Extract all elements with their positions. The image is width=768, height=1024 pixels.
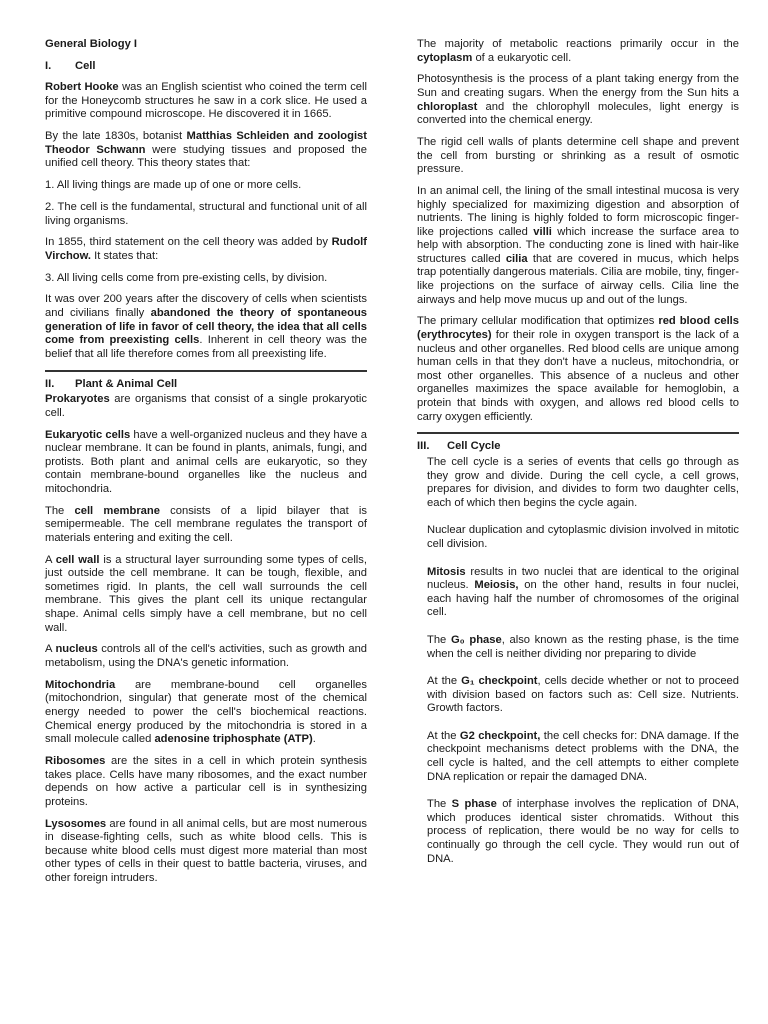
section-heading	[417, 440, 739, 454]
bold-text: General Biology I	[45, 38, 138, 50]
bold-text: Mitosis	[427, 565, 466, 578]
paragraph	[45, 505, 367, 546]
text: The primary cellular modification that optimizes	[417, 315, 659, 328]
text: are found in all animal cells, but are most numerous in disease-fighting cells, such as white blood cells. This is because white blood cells must digest more material than most other types of cells in their quest to battle bacteria, viruses, and other foreign intruders.	[45, 817, 367, 884]
paragraph	[45, 393, 367, 420]
bold-text: G₀ phase	[450, 633, 502, 646]
text: for their role in oxygen transport is the lack of a nucleus and other organelles. Red blood cells are unique among human cells in that they don't have a nucleus, mitochondria, or most other organelles. This absence of a nucleus and other organelles maximizes the space available for hemoglobin, a protein that binds with oxygen, and allows red blood cells to carry oxygen efficiently.	[417, 329, 739, 423]
text: controls all of the cell's activities, such as growth and metabolism, using the DNA's genetic information.	[45, 643, 368, 670]
section-divider	[417, 432, 739, 434]
bold-text: adenosine triphosphate (ATP)	[154, 733, 313, 746]
bold-text: cytoplasm	[417, 51, 473, 64]
text: the cell checks for: DNA damage. If the checkpoint mechanisms detect problems with the DNA, the cell cycle is halted, and the cell attempts to either complete DNA replication or repair the damaged DNA.	[427, 729, 740, 783]
paragraph	[417, 634, 739, 661]
text: The	[45, 504, 75, 517]
text: of interphase involves the replication of DNA, which produces identical sister chromatids. Without this process of replication, there would be no way for cells to continually go through the cell cycle. They would run out of DNA.	[427, 798, 740, 865]
text: 1. All living things are made up of one or more cells.	[45, 179, 302, 192]
paragraph	[45, 81, 367, 122]
paragraph	[45, 236, 367, 263]
paragraph	[45, 679, 367, 747]
text: 2. The cell is the fundamental, structural and functional unit of all living organisms.	[45, 200, 367, 227]
bold-text: Lysosomes	[45, 817, 107, 830]
paragraph	[45, 201, 367, 228]
text: A	[45, 553, 56, 566]
text: , also known as the resting phase, is the time when the cell is neither dividing nor preparing to divide	[427, 633, 740, 660]
bold-text: nucleus	[55, 643, 98, 656]
text: At the	[427, 675, 462, 688]
bold-text: Mitochondria	[45, 678, 116, 691]
paragraph	[417, 456, 739, 510]
paragraph	[417, 566, 739, 620]
text: Nuclear duplication and cytoplasmic division involved in mitotic cell division.	[427, 524, 739, 550]
bold-text: Matthias Schleiden and zoologist Theodor Schwann	[45, 130, 367, 156]
text: on the other hand, results in four nuclei, each having half the number of chromosomes of the original cell.	[427, 579, 739, 619]
bold-text: G₁ checkpoint	[461, 675, 538, 688]
bold-text: cell wall	[55, 553, 100, 566]
text: By the late 1830s, botanist	[45, 130, 187, 143]
paragraph	[417, 315, 739, 424]
document-title	[45, 38, 367, 52]
bold-text: G2 checkpoint,	[459, 729, 541, 742]
paragraph	[417, 136, 739, 177]
bold-text: Ribosomes	[45, 754, 106, 767]
paragraph	[417, 38, 739, 65]
text: The	[427, 633, 451, 646]
bold-text: Meiosis,	[474, 579, 519, 592]
bold-text: red blood cells (erythrocytes)	[417, 315, 740, 342]
paragraph	[45, 554, 367, 636]
left-column	[45, 38, 367, 894]
section-title: Cell	[75, 59, 96, 72]
text: that are covered in mucus, which helps trap potentially dangerous materials. Cilia are mobile, tiny, finger-like projections on the surface of airway cells. Cilia line the airways and help move mucus up and out of the lungs.	[417, 252, 739, 306]
text: and the chlorophyll molecules, light energy is converted into the chemical energy.	[417, 100, 739, 127]
text: The cell cycle is a series of events that cells go through as they grow and divide. During the cell cycle, a cell grows, prepares for division, and divides to form two daughter cells, each of which then begins the cycle again.	[427, 455, 739, 509]
text: It was over 200 years after the discovery of cells when scientists and civilians finally	[45, 293, 367, 320]
paragraph	[45, 130, 367, 171]
paragraph	[417, 524, 739, 551]
text: 3. All living cells come from pre-existing cells, by division.	[45, 271, 328, 284]
text: . Inherent in cell theory was the belief that all life therefore comes from all preexisting life.	[45, 334, 367, 360]
text: of a eukaryotic cell.	[472, 51, 572, 64]
text: have a well-organized nucleus and they have a nuclear membrane. It can be found in plants, animals, fungi, and protists. Both plant and animal cells are eukaryotic, so they contain membrane-bound organelles like the nucleus and mitochondria.	[45, 428, 367, 495]
text: are membrane-bound cell organelles (mitochondrion, singular) that generate most of the chemical energy needed to power the cell's biochemical reactions. Chemical energy produced by the mitochondria is stored in a small molecule called	[45, 678, 367, 746]
text: is a structural layer surrounding some types of cells, just outside the cell membrane. It can be tough, flexible, and sometimes rigid. In plants, the cell wall surrounds the cell membrane. This gives the plant cell its unique rectangular shape. Animal cells simply have a cell membrane, but no cell wall.	[45, 553, 367, 634]
section-number: III.	[417, 440, 430, 453]
text: was an English scientist who coined the term cell for the Honeycomb structures he saw in a cork slice. He used a primitive compound microscope. He discovered it in 1665.	[45, 81, 367, 121]
text: It states that:	[91, 249, 159, 262]
paragraph	[417, 675, 739, 716]
text: In an animal cell, the lining of the small intestinal mucosa is very highly specialized for maximizing digestion and absorption of nutrients. The lining is highly folded to form microscopic finger-like projections called	[417, 184, 739, 238]
bold-text: villi	[533, 225, 552, 238]
text: , cells decide whether or not to proceed with division based on factors such as: Cell size. Nutrients. Growth factors.	[427, 675, 740, 715]
paragraph	[417, 185, 739, 307]
text: consists of a lipid bilayer that is semipermeable. The cell membrane regulates the transport of materials entering and exiting the cell.	[45, 504, 368, 544]
right-column	[417, 38, 739, 880]
bold-text: chloroplast	[417, 100, 478, 113]
paragraph	[417, 798, 739, 866]
section-divider	[45, 370, 367, 372]
text: The	[427, 798, 452, 811]
text: are the sites in a cell in which protein synthesis takes place. Cells have many ribosomes, and the exact number depends on how active a particular cell is in synthesizing proteins.	[45, 754, 367, 808]
section-number: II.	[45, 377, 55, 390]
section-number: I.	[45, 59, 52, 72]
paragraph	[45, 755, 367, 809]
text: The majority of metabolic reactions primarily occur in the	[417, 38, 739, 50]
paragraph	[45, 179, 367, 193]
paragraph	[417, 73, 739, 127]
text: results in two nuclei that are identical to the original nucleus.	[427, 565, 739, 592]
paragraph	[417, 730, 739, 784]
text: A	[45, 643, 56, 656]
bold-text: S phase	[451, 798, 497, 811]
bold-text: cell membrane	[74, 504, 160, 517]
section-heading	[45, 60, 367, 74]
section-title: Cell Cycle	[447, 440, 501, 453]
paragraph	[45, 293, 367, 361]
paragraph	[45, 818, 367, 886]
bold-text: Eukaryotic cells	[45, 428, 131, 441]
bold-text: Rudolf Virchow.	[45, 236, 367, 262]
text: were studying tissues and proposed the unified cell theory. This theory states that:	[45, 143, 367, 170]
text: In 1855, third statement on the cell theory was added by	[45, 236, 332, 249]
text: which increase the surface area to help with absorption. The conducting zone is lined with hair-like structures called	[417, 225, 739, 265]
paragraph	[45, 429, 367, 497]
section-heading	[45, 378, 367, 392]
text: The rigid cell walls of plants determine cell shape and prevent the cell from bursting or shrinking as a result of osmotic pressure.	[417, 135, 739, 176]
bold-text: Prokaryotes	[45, 393, 110, 406]
bold-text: cilia	[505, 252, 528, 265]
text: .	[312, 733, 316, 746]
bold-text: abandoned the theory of spontaneous generation of life in favor of cell theory, the idea that all cells come from preexisting cells	[45, 307, 368, 347]
paragraph	[45, 643, 367, 670]
text: are organisms that consist of a single prokaryotic cell.	[45, 393, 367, 419]
text: At the	[427, 729, 460, 742]
bold-text: Robert Hooke	[45, 81, 119, 94]
text: Photosynthesis is the process of a plant taking energy from the Sun and creating sugars. When the energy from the Sun hits a	[417, 73, 739, 99]
paragraph	[45, 272, 367, 286]
section-title: Plant & Animal Cell	[75, 377, 178, 390]
